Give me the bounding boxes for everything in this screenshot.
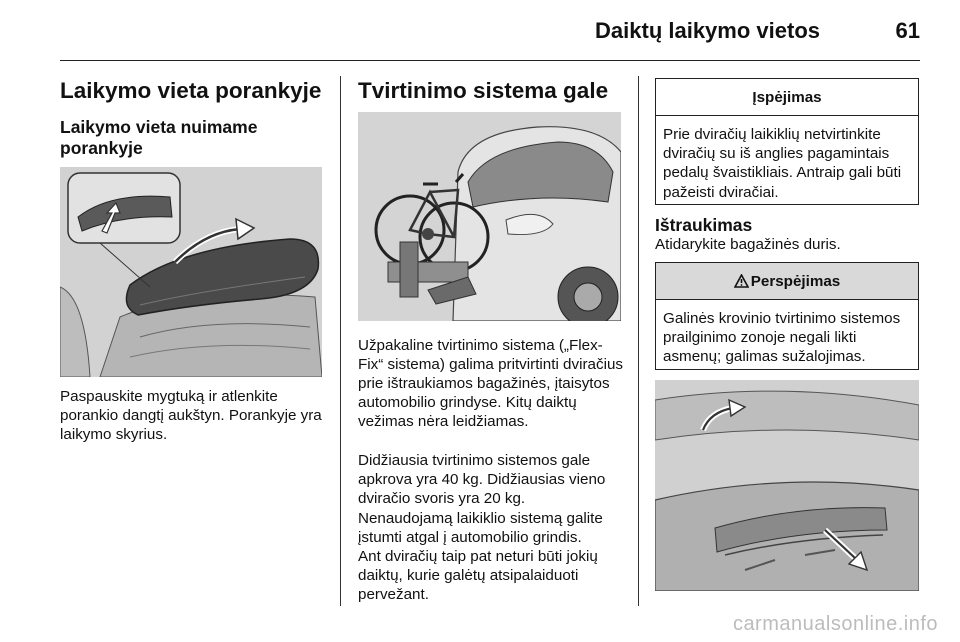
carrier-paragraph-2: Didžiausia tvirtinimo sistemos gale apkrova yra 40 kg. Didžiausias vieno dviračio svoris yra 20 kg. — [358, 452, 606, 507]
watermark-text: carmanualsonline.info — [732, 613, 938, 635]
header-rule — [60, 60, 920, 61]
caution-box — [655, 262, 919, 370]
section-title-rear-carrier: Tvirtinimo sistema gale — [358, 78, 609, 103]
warning-box-title: Įspėjimas — [656, 79, 918, 116]
carrier-paragraph-3: Nenaudojamą laikiklio sistemą galite įstumti atgal į automobilio grindis. — [358, 510, 603, 546]
page-number: 61 — [895, 18, 920, 43]
column-divider-1 — [340, 76, 341, 606]
warning-box-text: Prie dviračių laikiklių netvirtinkite dviračių su iš anglies pagamintais pedalų švaistikliais. Antraip gali būti pažeisti dviračiai. — [663, 126, 902, 201]
subsection-title-removable-armrest: Laikymo vieta nuimame porankyje — [60, 117, 258, 158]
running-header-title: Daiktų laikymo vietos — [595, 18, 820, 43]
section-title-armrest-storage: Laikymo vieta porankyje — [60, 78, 322, 103]
subsection-title-extraction: Ištraukimas — [655, 215, 753, 235]
caution-box-text: Galinės krovinio tvirtinimo sistemos prailginimo zonoje negali likti asmenų; galimas sužalojimas. — [663, 310, 901, 366]
rear-bicycle-carrier-illustration — [358, 112, 621, 321]
carrier-paragraph-4: Ant dviračių taip pat neturi būti jokių daiktų, kurie galėtų atsipalaiduoti pervežant. — [358, 548, 598, 603]
bumper-drawing — [655, 380, 919, 591]
extraction-instruction-text: Atidarykite bagažinės duris. — [655, 236, 841, 253]
carrier-paragraph-1: Užpakaline tvirtinimo sistema („Flex-Fix“ sistema) galima pritvirtinti dviračius prie ištraukiamos bagažinės, įtaisytos automobilio grindyse. Kitų daiktų vežimas nėra leidžiamas. — [358, 337, 623, 430]
caution-box-title: Perspėjimas — [750, 272, 841, 290]
caution-box-header — [656, 263, 918, 300]
armrest-storage-illustration — [60, 167, 322, 377]
bumper-carrier-extraction-illustration — [655, 380, 919, 591]
warning-box — [655, 78, 919, 205]
column-divider-2 — [638, 76, 639, 606]
bicycle-carrier-drawing — [358, 112, 621, 321]
armrest-drawing — [60, 167, 322, 377]
armrest-instruction-text: Paspauskite mygtuką ir atlenkite porankio dangtį aukštyn. Porankyje yra laikymo skyrius. — [60, 388, 322, 443]
warning-triangle-icon — [734, 274, 749, 288]
